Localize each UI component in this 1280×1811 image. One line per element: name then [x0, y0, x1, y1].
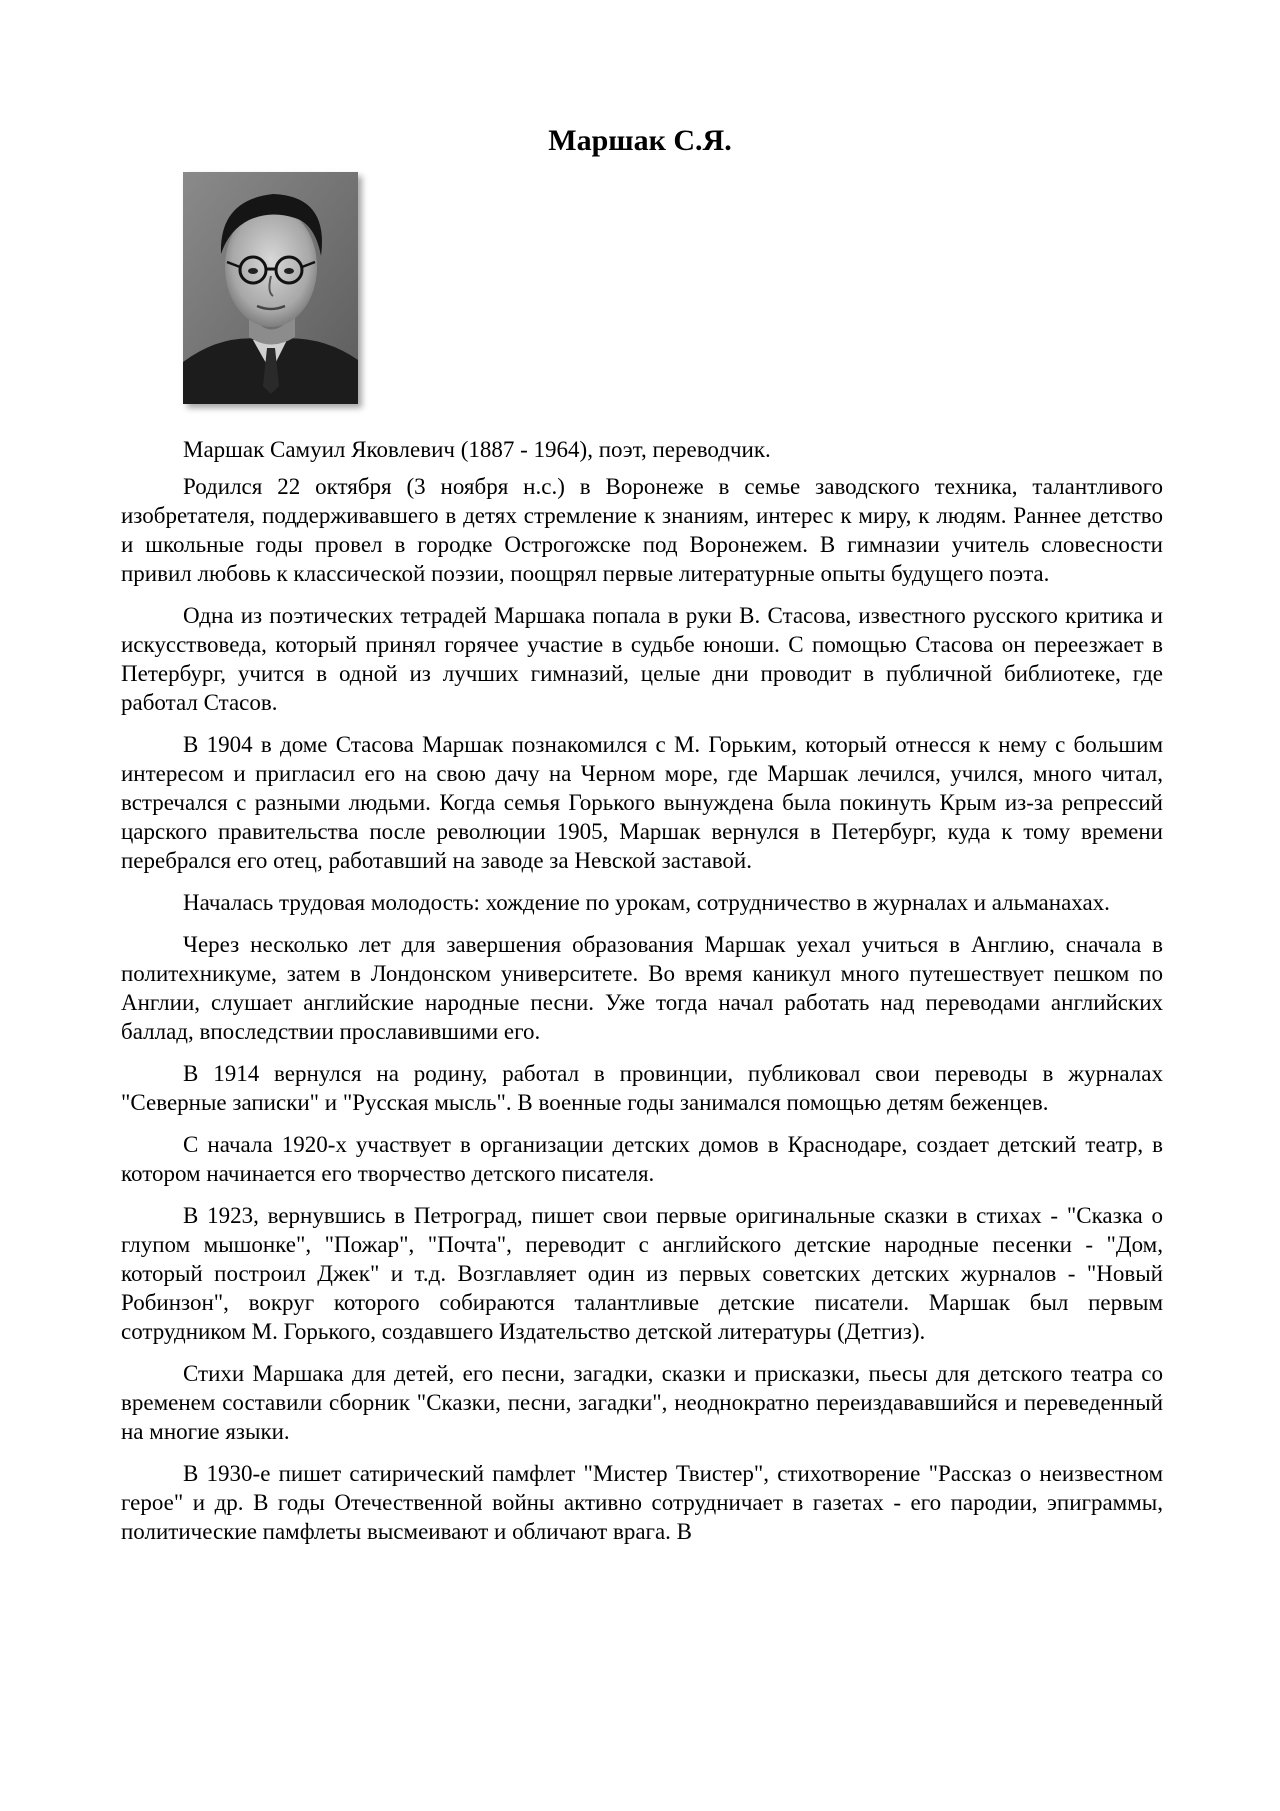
paragraph: В 1904 в доме Стасова Маршак познакомился с М. Горьким, который отнесся к нему с большим интересом и пригласил его на свою дачу на Черном море, где Маршак лечился, учился, много читал, встречался с разными людьми. Когда семья Горького вынуждена была покинуть Крым из-за репрессий царского правительства после революции 1905, Маршак вернулся в Петербург, куда к тому времени перебрался его отец, работавший на заводе за Невской заставой.: [121, 732, 1163, 873]
paragraph: В 1923, вернувшись в Петроград, пишет свои первые оригинальные сказки в стихах - "Сказка о глупом мышонке", "Пожар", "Почта", переводит с английского детские народные песенки - "Дом, который построил Джек" и т.д. Возглавляет один из первых советских детских журналов - "Новый Робинзон", вокруг которого собираются талантливые детские писатели. Маршак был первым сотрудником М. Горького, создавшего Издательство детской литературы (Детгиз).: [121, 1203, 1163, 1344]
paragraph: Одна из поэтических тетрадей Маршака попала в руки В. Стасова, известного русского критика и искусствоведа, который принял горячее участие в судьбе юноши. С помощью Стасова он переезжает в Петербург, учится в одной из лучших гимназий, целые дни проводит в публичной библиотеке, где работал Стасов.: [121, 603, 1163, 715]
paragraph: В 1914 вернулся на родину, работал в провинции, публиковал свои переводы в журналах "Северные записки" и "Русская мысль". В военные годы занимался помощью детям беженцев.: [121, 1061, 1163, 1115]
paragraph-intro: Маршак Самуил Яковлевич (1887 - 1964), поэт, переводчик.: [183, 437, 771, 462]
paragraph: Через несколько лет для завершения образования Маршак уехал учиться в Англию, сначала в политехникуме, затем в Лондонском университете. Во время каникул много путешествует пешком по Англии, слушает английские народные песни. Уже тогда начал работать над переводами английских баллад, впоследствии прославившими его.: [121, 932, 1163, 1044]
paragraph: Стихи Маршака для детей, его песни, загадки, сказки и присказки, пьесы для детского театра со временем составили сборник "Сказки, песни, загадки", неоднократно переиздававшийся и переведенный на многие языки.: [121, 1361, 1163, 1444]
paragraph: С начала 1920-х участвует в организации детских домов в Краснодаре, создает детский театр, в котором начинается его творчество детского писателя.: [121, 1132, 1163, 1186]
paragraph: Родился 22 октября (3 ноября н.с.) в Воронеже в семье заводского техника, талантливого изобретателя, поддерживавшего в детях стремление к знаниям, интерес к миру, к людям. Раннее детство и школьные годы провел в городке Острогожске под Воронежем. В гимназии учитель словесности привил любовь к классической поэзии, поощрял первые литературные опыты будущего поэта.: [121, 474, 1163, 586]
paragraph: В 1930-е пишет сатирический памфлет "Мистер Твистер", стихотворение "Рассказ о неизвестном герое" и др. В годы Отечественной войны активно сотрудничает в газетах - его пародии, эпиграммы, политические памфлеты высмеивают и обличают врага. В: [121, 1461, 1163, 1544]
portrait-icon: [183, 172, 358, 404]
portrait-photo: [183, 172, 358, 404]
document-title: Маршак С.Я.: [548, 124, 732, 157]
paragraph: Началась трудовая молодость: хождение по урокам, сотрудничество в журналах и альманахах.: [183, 890, 1110, 915]
document-body: [121, 435, 1163, 1559]
